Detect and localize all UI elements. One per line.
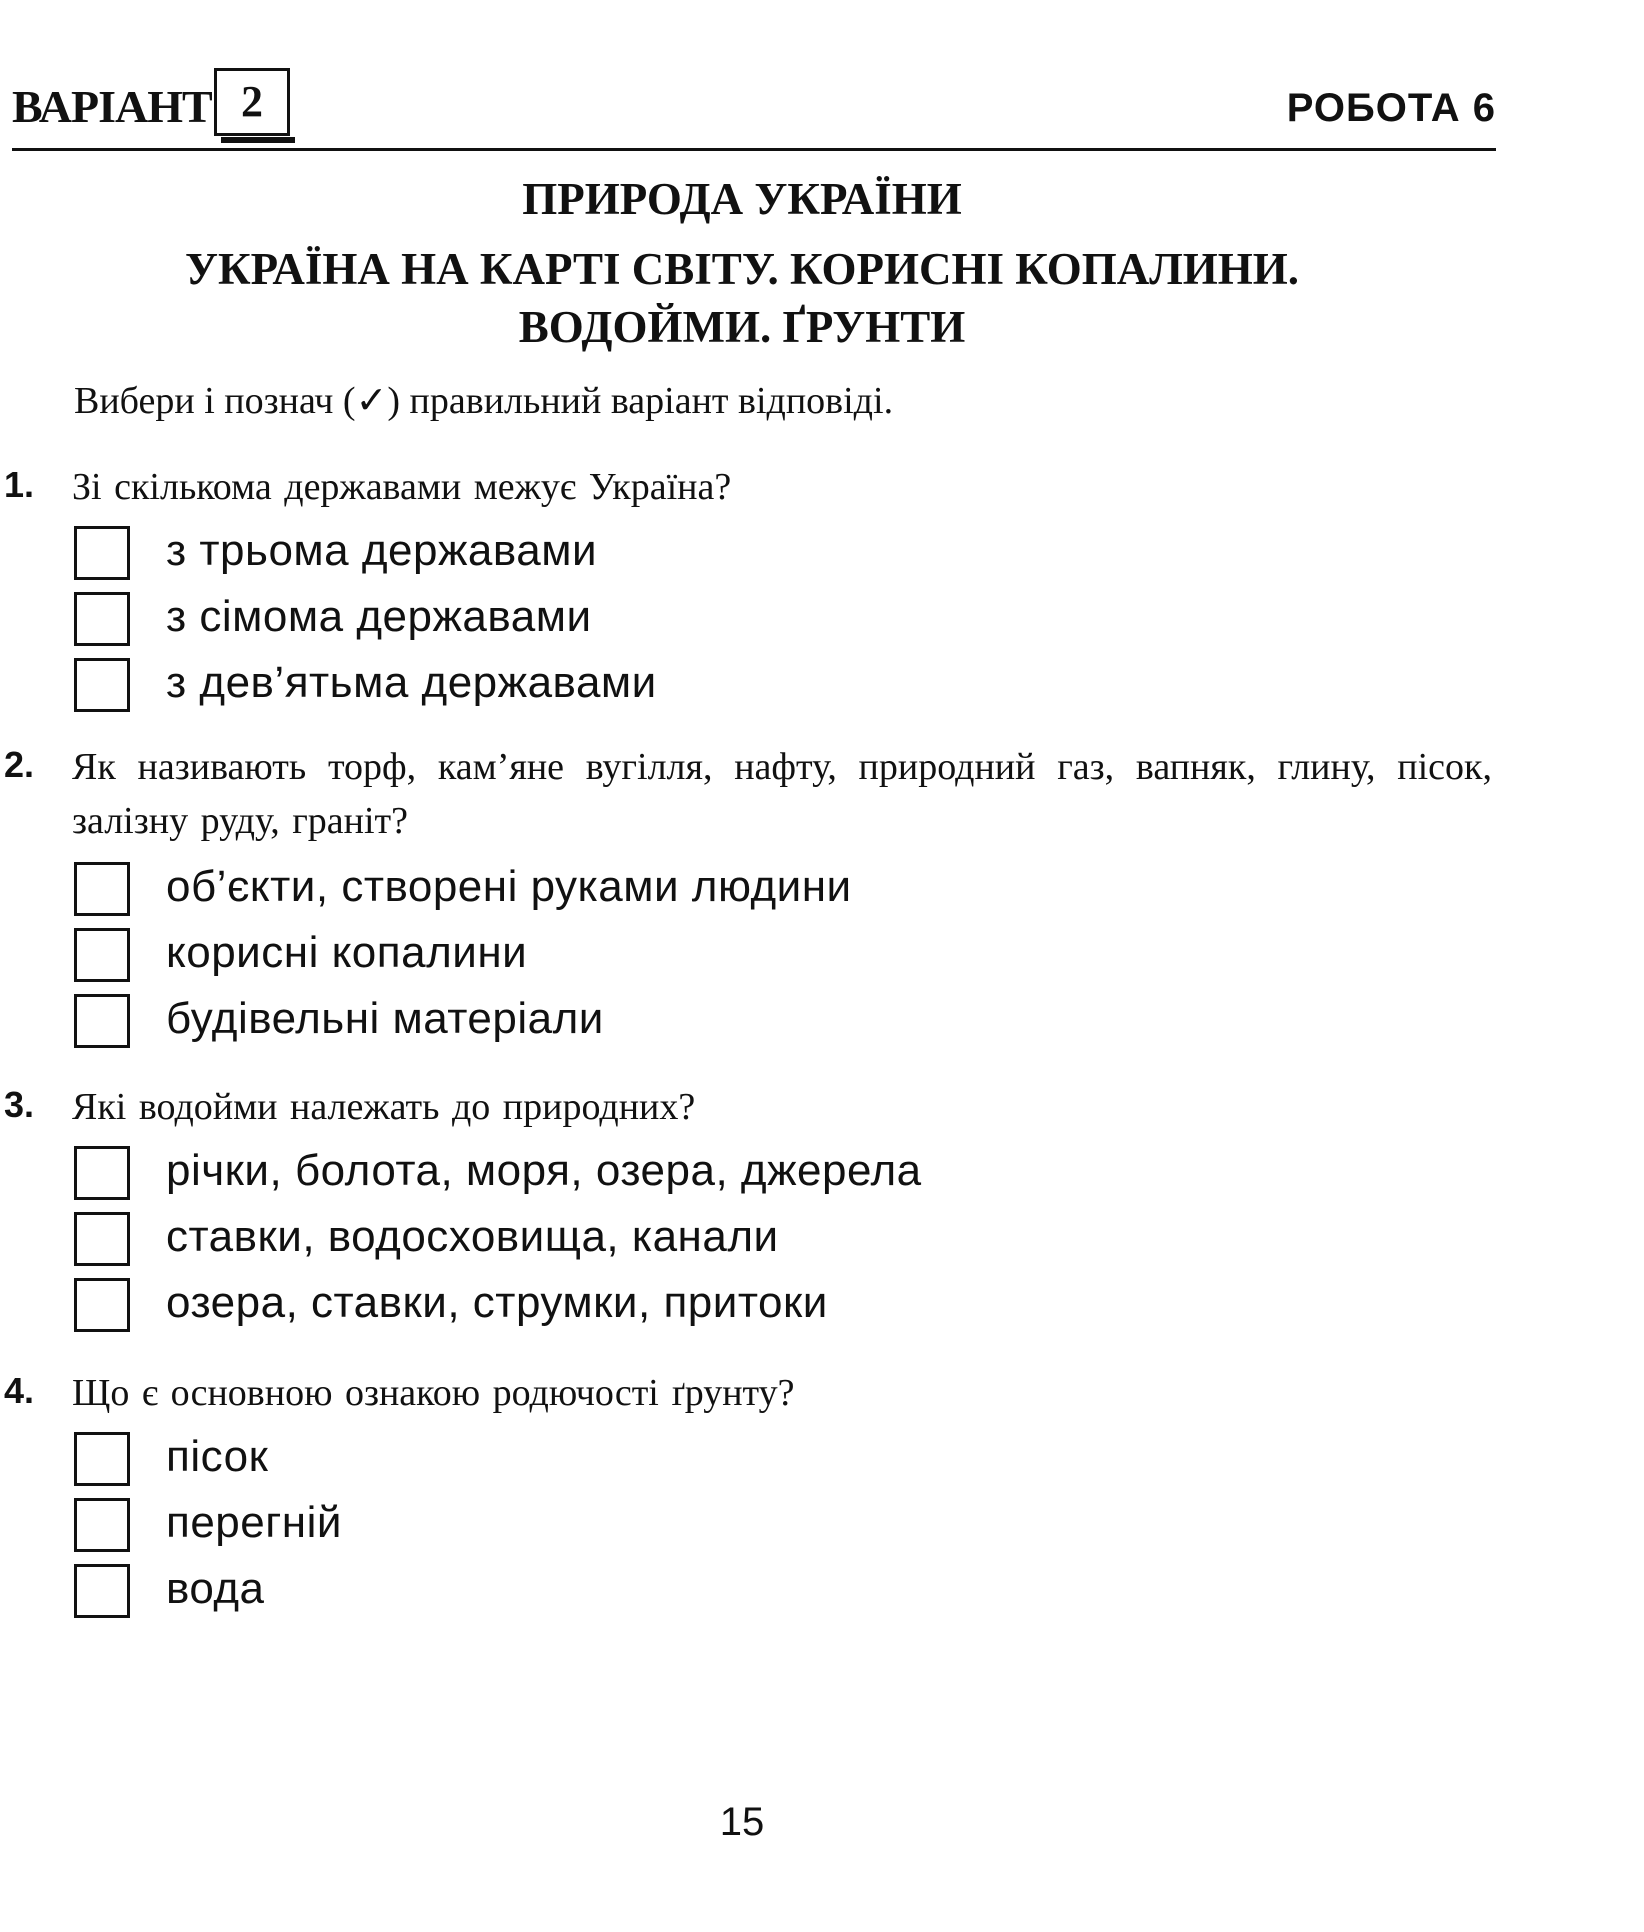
answer-label: озера, ставки, струмки, притоки (166, 1278, 828, 1327)
answer-option[interactable] (74, 990, 1174, 1048)
answer-label: пісок (166, 1432, 269, 1481)
header-divider (12, 148, 1496, 151)
answer-option[interactable] (74, 924, 1174, 982)
answer-option[interactable] (74, 1142, 1174, 1200)
question-text: Зі скількома державами межує Україна? (72, 466, 732, 508)
page-number: 15 (719, 1800, 765, 1844)
answer-option[interactable] (74, 1274, 1174, 1332)
answer-checkbox[interactable] (74, 1278, 130, 1332)
section-title: ПРИРОДА УКРАЇНИ (522, 174, 962, 224)
answer-checkbox[interactable] (74, 1564, 130, 1618)
question-text: Які водойми належать до природних? (72, 1086, 696, 1128)
answer-checkbox[interactable] (74, 526, 130, 580)
work-label: РОБОТА 6 (1286, 86, 1496, 130)
answer-label: об’єкти, створені руками людини (166, 862, 852, 911)
answer-checkbox[interactable] (74, 862, 130, 916)
variant-number-box: 2 (214, 68, 290, 136)
question-number: 1. (4, 464, 35, 505)
answer-label: корисні копалини (166, 928, 528, 977)
question-number: 3. (4, 1084, 35, 1125)
topic-title-line-2: ВОДОЙМИ. ҐРУНТИ (518, 302, 966, 352)
answer-checkbox[interactable] (74, 658, 130, 712)
answer-option[interactable] (74, 522, 1174, 580)
answer-option[interactable] (74, 1428, 1174, 1486)
answer-option[interactable] (74, 654, 1174, 712)
answer-checkbox[interactable] (74, 1212, 130, 1266)
answer-label: річки, болота, моря, озера, джерела (166, 1146, 922, 1195)
question-text: Що є основною ознакою родючості ґрунту? (72, 1372, 795, 1414)
answer-checkbox[interactable] (74, 1498, 130, 1552)
answer-checkbox[interactable] (74, 1146, 130, 1200)
answer-option[interactable] (74, 1494, 1174, 1552)
answer-label: з сімома державами (166, 592, 592, 641)
answer-option[interactable] (74, 1208, 1174, 1266)
question-text: Як називають торф, кам’яне вугілля, нафту, природний газ, вапняк, глину, пісок, залізну руду, граніт? (72, 746, 1492, 842)
answer-option[interactable] (74, 1560, 1174, 1618)
answer-label: з трьома державами (166, 526, 598, 575)
topic-title-line-1: УКРАЇНА НА КАРТІ СВІТУ. КОРИСНІ КОПАЛИНИ. (184, 244, 1300, 294)
page-header (12, 68, 1496, 148)
question-number: 4. (4, 1370, 35, 1411)
answer-checkbox[interactable] (74, 994, 130, 1048)
answer-label: з дев’ятьма державами (166, 658, 657, 707)
answer-checkbox[interactable] (74, 928, 130, 982)
answer-label: перегній (166, 1498, 342, 1547)
instruction-text: Вибери і познач (✓) правильний варіант відповіді. (74, 380, 894, 422)
answer-option[interactable] (74, 588, 1174, 646)
answer-checkbox[interactable] (74, 592, 130, 646)
answer-label: будівельні матеріали (166, 994, 604, 1043)
answer-option[interactable] (74, 858, 1174, 916)
answer-label: ставки, водосховища, канали (166, 1212, 779, 1261)
question-number: 2. (4, 744, 35, 785)
variant-label: ВАРІАНТ (12, 81, 212, 132)
topic-title (0, 240, 1484, 356)
answer-checkbox[interactable] (74, 1432, 130, 1486)
answer-label: вода (166, 1564, 265, 1613)
